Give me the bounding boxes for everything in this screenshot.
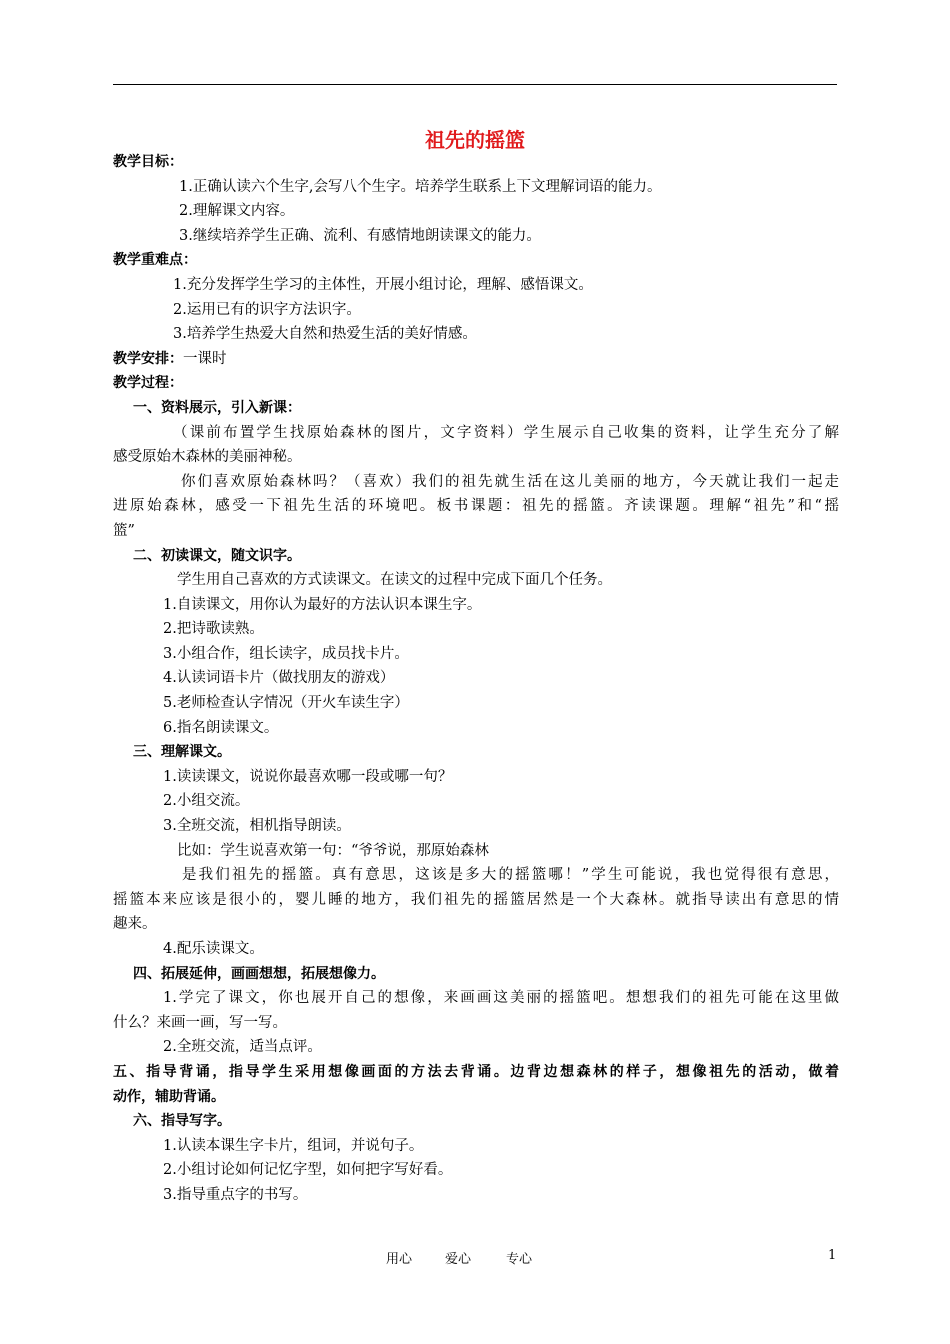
section-2-item-5: 5.老师检查认字情况（开火车读生字） bbox=[163, 695, 409, 712]
schedule-label: 教学安排： bbox=[113, 350, 183, 367]
section-6-item-3: 3.指导重点字的书写。 bbox=[163, 1186, 308, 1203]
section-1-paragraph-2-line-3: 篮” bbox=[113, 522, 135, 539]
section-3-example-line-2: 是我们祖先的摇篮。真有意思，这该是多大的摇篮哪！”学生可能说，我也觉得很有意思， bbox=[182, 867, 839, 884]
section-2-item-6: 6.指名朗读课文。 bbox=[163, 719, 279, 736]
section-2-item-2: 2.把诗歌读熟。 bbox=[163, 621, 264, 638]
section-4-heading: 四、拓展延伸，画画想想，拓展想像力。 bbox=[133, 965, 385, 982]
section-5-line-1: 五、指导背诵，指导学生采用想像画面的方法去背诵。边背边想森林的样子，想像祖先的活动，做着 bbox=[113, 1063, 839, 1080]
process-heading: 教学过程： bbox=[113, 375, 183, 392]
section-3-item-4: 4.配乐读课文。 bbox=[163, 941, 264, 957]
section-1-paragraph-2-line-2: 进原始森林，感受一下祖先生活的环境吧。板书课题：祖先的摇篮。齐读课题。理解“祖先”和“摇 bbox=[113, 498, 839, 515]
document-title: 祖先的摇篮 bbox=[425, 128, 525, 152]
header-rule bbox=[113, 84, 837, 85]
section-2-item-3: 3.小组合作，组长读字，成员找卡片。 bbox=[163, 645, 409, 662]
section-3-item-2: 2.小组交流。 bbox=[163, 793, 250, 810]
section-4-paragraph-2: 2.全班交流，适当点评。 bbox=[163, 1039, 322, 1056]
key-point-2: 2.运用已有的识字方法识字。 bbox=[173, 301, 361, 318]
goals-heading: 教学目标： bbox=[113, 154, 183, 170]
section-4-paragraph-1-line-2: 什么？来画一画，写一写。 bbox=[113, 1014, 287, 1031]
section-3-item-3: 3.全班交流，相机指导朗读。 bbox=[163, 818, 351, 835]
section-4-paragraph-1-line-1: 1.学完了课文，你也展开自己的想像，来画画这美丽的摇篮吧。想想我们的祖先可能在这里做 bbox=[163, 990, 839, 1007]
schedule-line bbox=[113, 347, 839, 372]
section-1-paragraph-2-line-1: 你们喜欢原始森林吗？（喜欢）我们的祖先就生活在这儿美丽的地方，今天就让我们一起走 bbox=[181, 473, 839, 490]
section-6-heading: 六、指导写字。 bbox=[133, 1113, 231, 1130]
section-1-heading: 一、资料展示，引入新课： bbox=[133, 399, 301, 416]
section-1-paragraph-1-line-1: （课前布置学生找原始森林的图片，文字资料）学生展示自己收集的资料，让学生充分了解 bbox=[173, 424, 839, 441]
section-3-item-1: 1.读读课文，说说你最喜欢哪一段或哪一句？ bbox=[163, 768, 453, 785]
section-5-line-2: 动作，辅助背诵。 bbox=[113, 1088, 225, 1105]
section-3-example-line-3: 摇篮本来应该是很小的，婴儿睡的地方，我们祖先的摇篮居然是一个大森林。就指导读出有意思的情 bbox=[113, 891, 839, 908]
footer-text-1: 用心 bbox=[386, 1252, 413, 1267]
section-1-paragraph-1-line-2: 感受原始木森林的美丽神秘。 bbox=[113, 449, 302, 466]
section-2-item-1: 1.自读课文，用你认为最好的方法认识本课生字。 bbox=[163, 596, 482, 613]
footer-text-2: 爱心 bbox=[445, 1252, 472, 1267]
section-6-item-1: 1.认读本课生字卡片，组词，并说句子。 bbox=[163, 1137, 424, 1154]
section-2-item-4: 4.认读词语卡片（做找朋友的游戏） bbox=[163, 670, 395, 687]
section-3-heading: 三、理解课文。 bbox=[133, 744, 231, 761]
section-2-heading: 二、初读课文，随文识字。 bbox=[133, 547, 301, 564]
goal-item-2: 2.理解课文内容。 bbox=[179, 203, 295, 220]
document-body bbox=[113, 150, 839, 1208]
page-number: 1 bbox=[828, 1248, 837, 1263]
goal-item-3: 3.继续培养学生正确、流利、有感情地朗读课文的能力。 bbox=[179, 227, 541, 244]
key-point-3: 3.培养学生热爱大自然和热爱生活的美好情感。 bbox=[173, 326, 477, 343]
section-3-example-line-4: 趣来。 bbox=[113, 916, 157, 933]
key-point-1: 1.充分发挥学生学习的主体性，开展小组讨论，理解、感悟课文。 bbox=[173, 276, 593, 293]
footer-text-3: 专心 bbox=[506, 1252, 533, 1267]
schedule-value: 一课时 bbox=[183, 350, 227, 367]
section-2-intro: 学生用自己喜欢的方式读课文。在读文的过程中完成下面几个任务。 bbox=[177, 572, 612, 589]
section-3-example-line-1: 比如：学生说喜欢第一句：“爷爷说，那原始森林 bbox=[177, 842, 489, 859]
goal-item-1: 1.正确认读六个生字,会写八个生字。培养学生联系上下文理解词语的能力。 bbox=[179, 178, 662, 195]
key-points-heading: 教学重难点： bbox=[113, 252, 197, 269]
section-6-item-2: 2.小组讨论如何记忆字型，如何把字写好看。 bbox=[163, 1162, 453, 1179]
